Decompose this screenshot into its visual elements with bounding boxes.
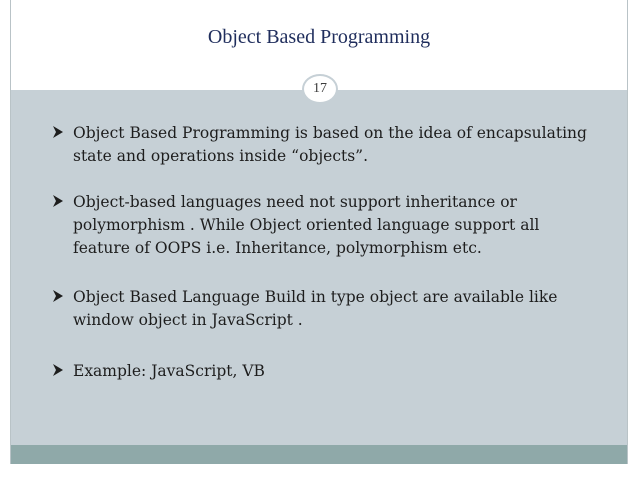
bullet-line: window object in JavaScript . [73, 311, 303, 329]
bullet-line: polymorphism . While Object oriented language support all [73, 216, 540, 234]
bullet-line: feature of OOPS i.e. Inheritance, polymorphism etc. [73, 239, 482, 257]
bullet-line: Object Based Programming is based on the idea of encapsulating [73, 124, 587, 142]
bullet-line: Example: JavaScript, VB [73, 362, 265, 380]
bullet-item [52, 286, 612, 332]
bullet-line: Object Based Language Build in type object are available like [73, 288, 558, 306]
page-number-badge: 17 [302, 74, 338, 104]
bullet-item [52, 122, 612, 168]
bullet-item [52, 360, 612, 383]
bullet-line: Object-based languages need not support inheritance or [73, 193, 517, 211]
slide-title: Object Based Programming [207, 26, 431, 48]
footer-bar [11, 445, 627, 464]
bullet-item [52, 191, 612, 260]
bullet-line: state and operations inside “objects”. [73, 147, 369, 165]
